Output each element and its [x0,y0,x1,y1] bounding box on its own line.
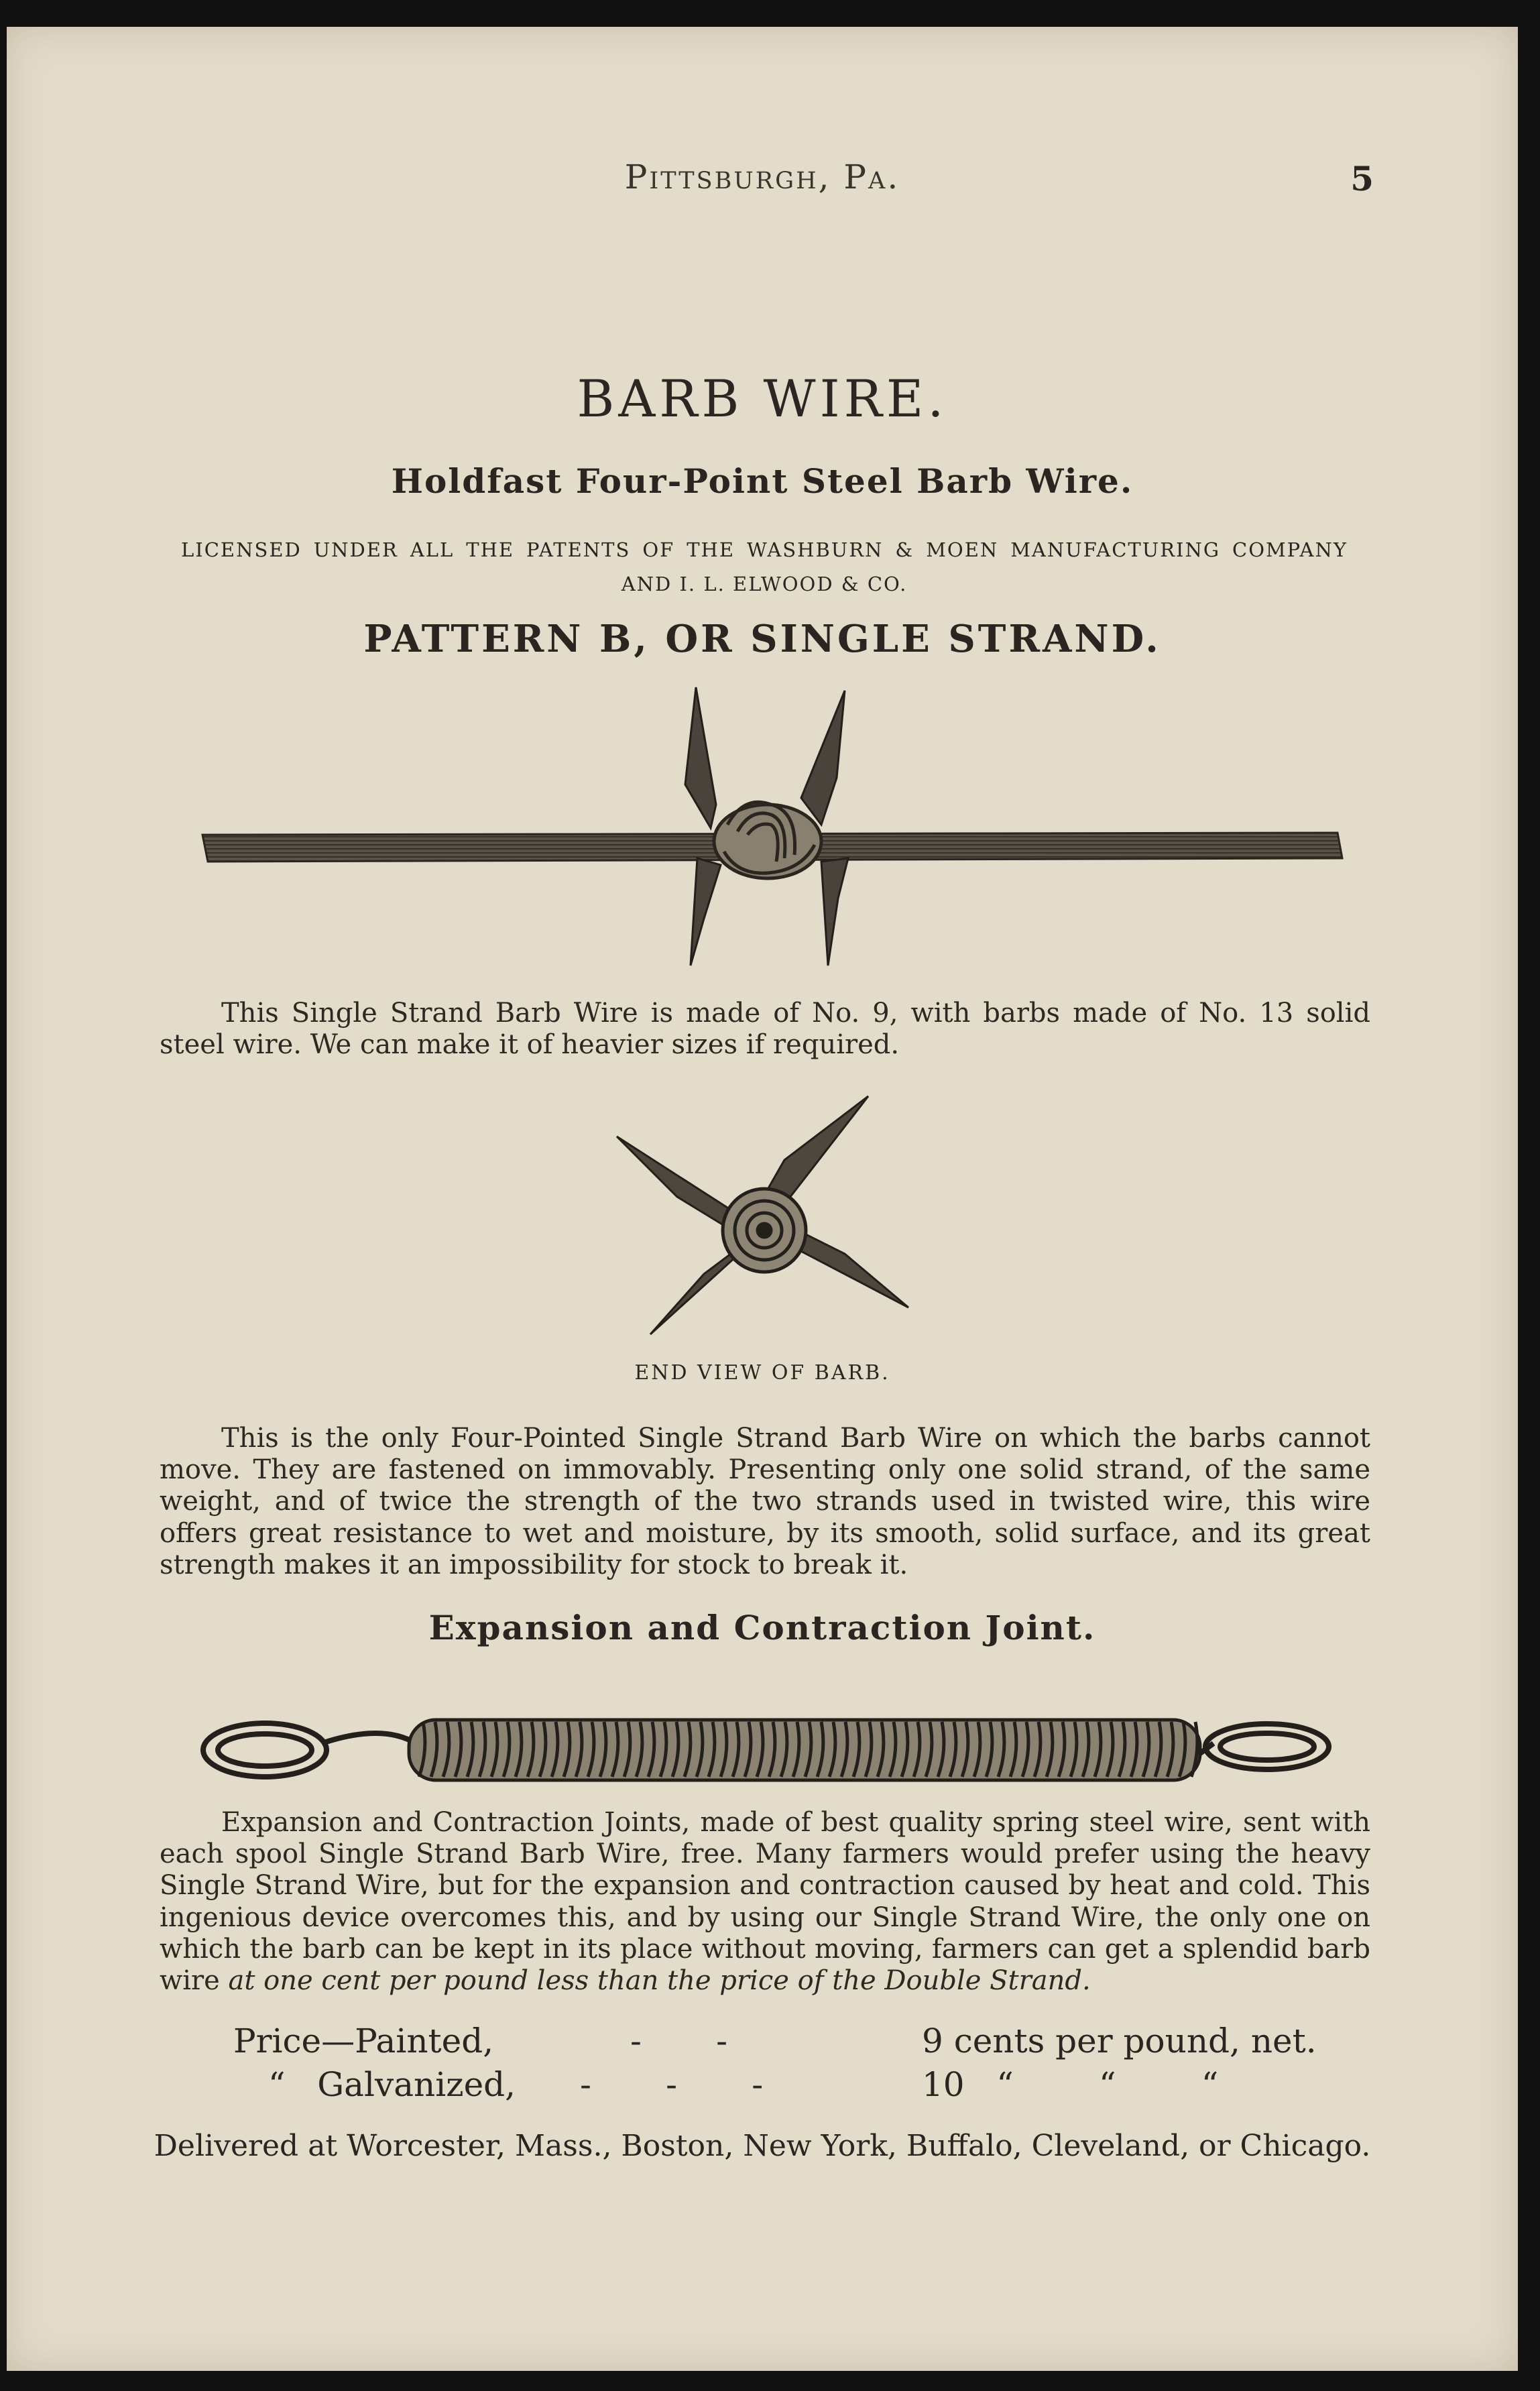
expansion-joint-text: Expansion and Contraction Joints, made of best quality spring steel wire, sent with each spool Single Strand Barb Wire, free. Many farmers would prefer using the heavy Single Strand Wire, but for the expansion and contraction caused by heat and cold. This ingenious device overcomes this, and by using our Single Strand Wire, the only one on which the barb can be kept in its place without moving, farmers can get a splendid barb wire [160,1807,1370,1996]
paragraph-single-strand: This Single Strand Barb Wire is made of No. 9, with barbs made of No. 13 solid steel wire. We can make it of heavier sizes if required. [160,998,1370,1061]
end-view-caption: END VIEW OF BARB. [634,1361,890,1385]
page-number: 5 [1350,159,1374,198]
price-painted-value: 9 cents per pound, net. [922,2022,1317,2060]
paragraph-four-pointed: This is the only Four-Pointed Single Strand Barb Wire on which the barbs cannot move. They are fastened on immovably. Presenting only one solid strand, of the same weight, and of twice the strength of the two strands used in twisted wire, this wire offers great resistance to wet and moisture, by its smooth, solid surface, and its great strength makes it an impossibility for stock to break it. [160,1423,1370,1580]
price-galvanized-label: “ Galvanized, [268,2065,516,2104]
catalog-page [7,27,1518,2371]
delivery-locations: Delivered at Worcester, Mass., Boston, New York, Buffalo, Cleveland, or Chicago. [154,2129,1371,2163]
joint-heading: Expansion and Contraction Joint. [428,1608,1096,1647]
joint-coil-spring [409,1720,1213,1780]
paragraph-expansion-joint [160,1807,1370,1997]
product-subtitle: Holdfast Four-Point Steel Barb Wire. [391,461,1134,501]
expansion-joint-italic: at one cent per pound less than the price of the Double Strand. [228,1965,1091,1996]
joint-loop-left [203,1723,416,1777]
pattern-heading: PATTERN B, OR SINGLE STRAND. [363,617,1161,661]
price-galvanized-value: 10 “ “ “ [922,2065,1219,2104]
price-painted-dashes: - - [630,2022,728,2060]
joint-loop-right [1205,1724,1329,1769]
price-painted-label: Price—Painted, [233,2022,494,2060]
running-head: Pittsburgh, Pa. [624,158,900,196]
price-galvanized-dashes: - - - [580,2065,764,2104]
page-title: BARB WIRE. [577,369,948,428]
license-notice: LICENSED UNDER ALL THE PATENTS OF THE WASHBURN & MOEN MANUFACTURING COMPANY AND I. L. ELWOOD & CO. [181,538,1348,595]
expansion-joint-illustration [7,27,1518,1797]
